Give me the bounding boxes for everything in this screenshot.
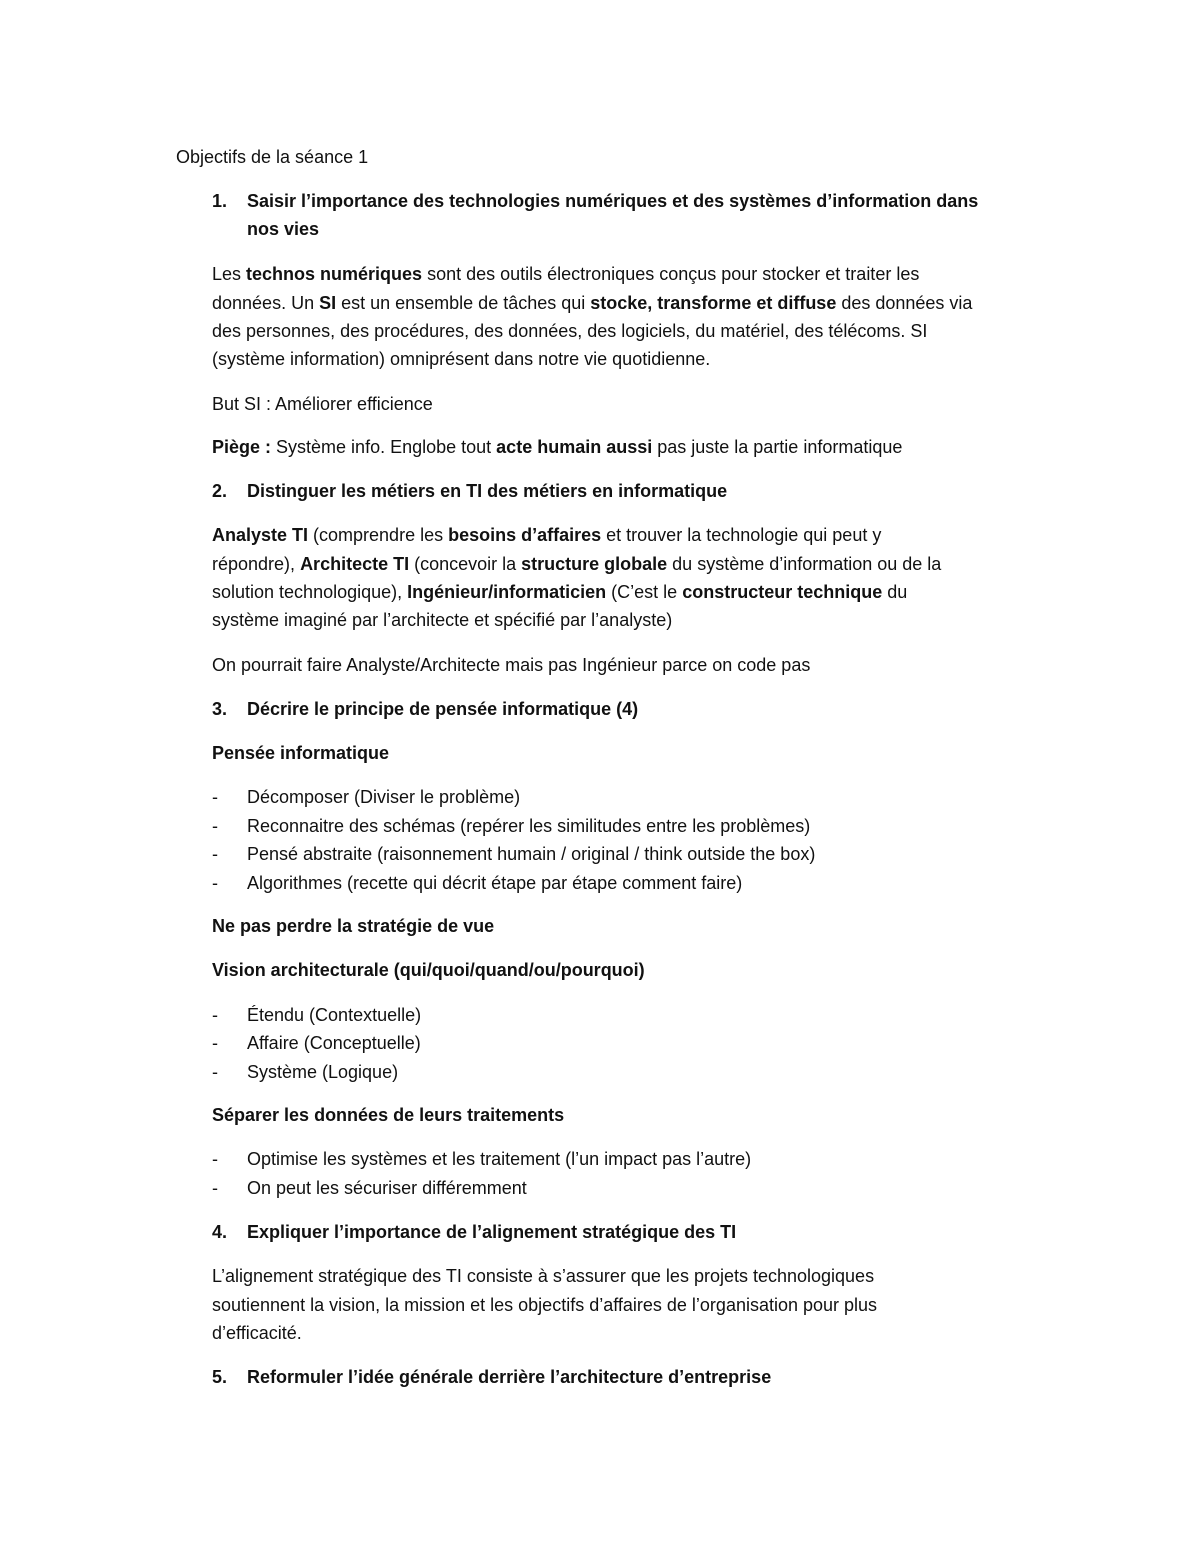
- list-dash: -: [212, 1033, 218, 1053]
- s3-subheading: Séparer les données de leurs traitements: [212, 1105, 565, 1125]
- section-1-heading-cont: nos vies: [247, 219, 320, 239]
- section-5-number: 5.: [212, 1367, 228, 1387]
- list-item: On peut les sécuriser différemment: [247, 1178, 527, 1198]
- s1-paragraph-line: Les technos numériques sont des outils électroniques conçus pour stocker et traiter les: [212, 264, 920, 284]
- s1-piege-line: Piège : Système info. Englobe tout acte humain aussi pas juste la partie informatique: [212, 437, 903, 457]
- list-item: Optimise les systèmes et les traitement (l’un impact pas l’autre): [247, 1149, 752, 1169]
- s2-paragraph-line: répondre), Architecte TI (concevoir la structure globale du système d’information ou de la: [212, 554, 942, 574]
- list-dash: -: [212, 816, 218, 836]
- s2-paragraph-line: Analyste TI (comprendre les besoins d’affaires et trouver la technologie qui peut y: [212, 525, 882, 545]
- section-4-number: 4.: [212, 1222, 228, 1242]
- list-dash: -: [212, 1062, 218, 1082]
- section-2-number: 2.: [212, 481, 228, 501]
- section-2-heading: Distinguer les métiers en TI des métiers en informatique: [247, 481, 728, 501]
- s1-but-line: But SI : Améliorer efficience: [212, 394, 433, 414]
- s2-paragraph-line: système imaginé par l’architecte et spécifié par l’analyste): [212, 610, 673, 630]
- s1-paragraph-line: données. Un SI est un ensemble de tâches qui stocke, transforme et diffuse des données via: [212, 293, 973, 313]
- s4-paragraph-line: L’alignement stratégique des TI consiste à s’assurer que les projets technologiques: [212, 1266, 875, 1286]
- s3-subheading: Ne pas perdre la stratégie de vue: [212, 916, 495, 936]
- section-5-heading: Reformuler l’idée générale derrière l’architecture d’entreprise: [247, 1367, 772, 1387]
- list-dash: -: [212, 787, 218, 807]
- list-item: Décomposer (Diviser le problème): [247, 787, 521, 807]
- list-dash: -: [212, 1178, 218, 1198]
- list-item: Algorithmes (recette qui décrit étape par étape comment faire): [247, 873, 743, 893]
- s1-paragraph-line: des personnes, des procédures, des données, des logiciels, du matériel, des télécoms. SI: [212, 321, 928, 341]
- section-1-heading: Saisir l’importance des technologies numériques et des systèmes d’information dans: [247, 191, 979, 211]
- list-item: Étendu (Contextuelle): [247, 1005, 422, 1025]
- s2-paragraph-line: solution technologique), Ingénieur/informaticien (C’est le constructeur technique du: [212, 582, 908, 602]
- s4-paragraph-line: soutiennent la vision, la mission et les objectifs d’affaires de l’organisation pour plus: [212, 1295, 878, 1315]
- s2-note-line: On pourrait faire Analyste/Architecte mais pas Ingénieur parce on code pas: [212, 655, 811, 675]
- section-3-number: 3.: [212, 699, 228, 719]
- section-4-heading: Expliquer l’importance de l’alignement stratégique des TI: [247, 1222, 737, 1242]
- list-dash: -: [212, 1149, 218, 1169]
- s3-subheading: Pensée informatique: [212, 743, 390, 763]
- s4-paragraph-line: d’efficacité.: [212, 1323, 302, 1343]
- list-dash: -: [212, 873, 218, 893]
- section-3-heading: Décrire le principe de pensée informatique (4): [247, 699, 639, 719]
- list-item: Affaire (Conceptuelle): [247, 1033, 421, 1053]
- list-dash: -: [212, 844, 218, 864]
- section-1-number: 1.: [212, 191, 228, 211]
- document-title: Objectifs de la séance 1: [176, 147, 369, 167]
- list-dash: -: [212, 1005, 218, 1025]
- s3-subheading: Vision architecturale (qui/quoi/quand/ou/pourquoi): [212, 960, 645, 980]
- list-item: Pensé abstraite (raisonnement humain / original / think outside the box): [247, 844, 816, 864]
- list-item: Reconnaitre des schémas (repérer les similitudes entre les problèmes): [247, 816, 811, 836]
- list-item: Système (Logique): [247, 1062, 399, 1082]
- s1-paragraph-line: (système information) omniprésent dans notre vie quotidienne.: [212, 349, 711, 369]
